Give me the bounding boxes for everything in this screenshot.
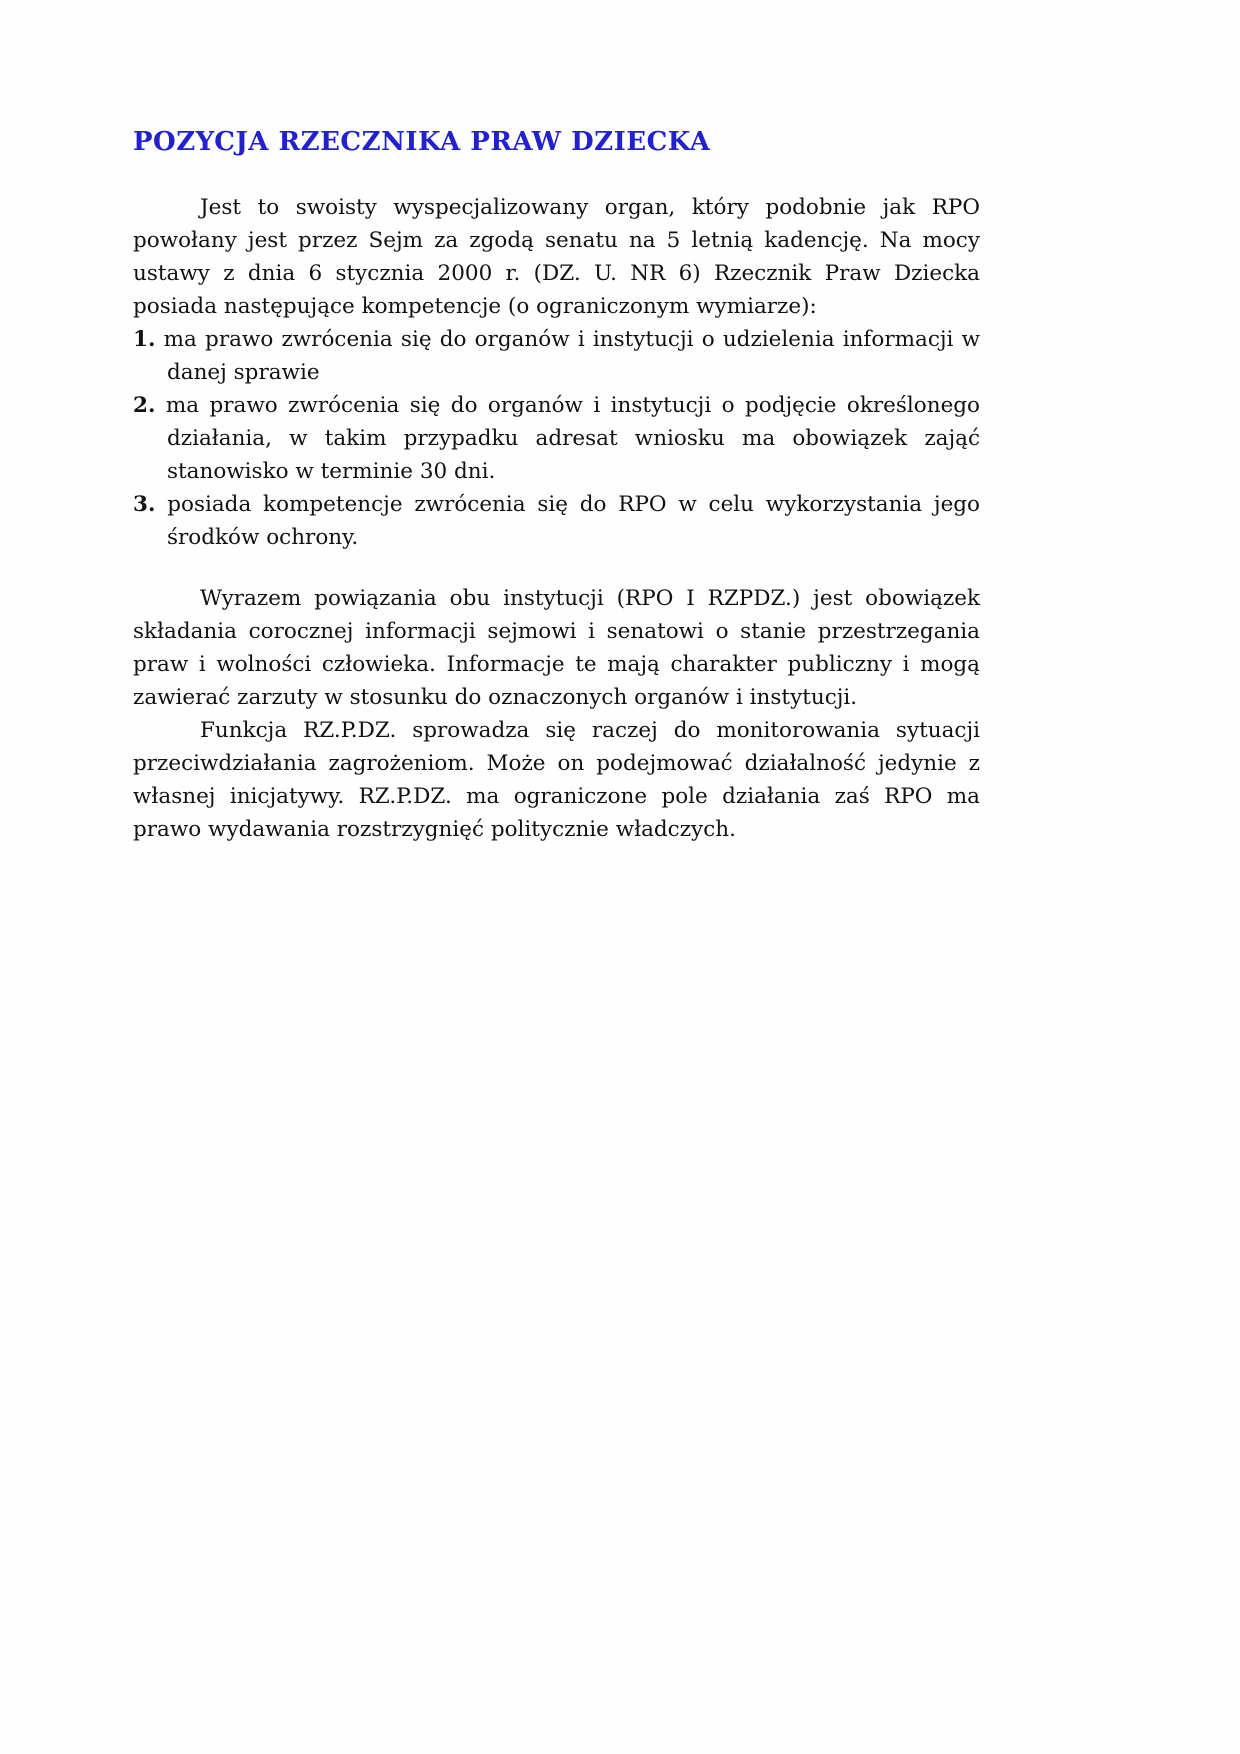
list-item-number: 3.	[133, 491, 156, 517]
document-body	[133, 191, 980, 846]
list-item	[133, 488, 980, 554]
relationship-paragraph: Wyrazem powiązania obu instytucji (RPO I RZPDZ.) jest obowiązek składania corocznej informacji sejmowi i senatowi o stanie przestrzegania praw i wolności człowieka. Informacje te mają charakter publiczny i mogą zawierać zarzuty w stosunku do oznaczonych organów i instytucji.	[133, 585, 980, 710]
intro-paragraph: Jest to swoisty wyspecjalizowany organ, który podobnie jak RPO powołany jest przez Sejm za zgodą senatu na 5 letnią kadencję. Na mocy ustawy z dnia 6 stycznia 2000 r. (DZ. U. NR 6) Rzecznik Praw Dziecka posiada następujące kompetencje (o ograniczonym wymiarze):	[133, 194, 980, 319]
list-item-text: ma prawo zwrócenia się do organów i instytucji o udzielenia informacji w danej sprawie	[163, 326, 980, 385]
function-paragraph: Funkcja RZ.P.DZ. sprowadza się raczej do monitorowania sytuacji przeciwdziałania zagrożeniom. Może on podejmować działalność jedynie z własnej inicjatywy. RZ.P.DZ. ma ograniczone pole działania zaś RPO ma prawo wydawania rozstrzygnięć politycznie władczych.	[133, 717, 980, 842]
list-item	[133, 323, 980, 389]
list-item	[133, 389, 980, 488]
competencies-list	[133, 323, 980, 554]
list-item-text: posiada kompetencje zwrócenia się do RPO w celu wykorzystania jego środków ochrony.	[167, 491, 980, 550]
list-item-number: 2.	[133, 392, 156, 418]
document-title: POZYCJA RZECZNIKA PRAW DZIECKA	[133, 127, 711, 157]
list-item-text: ma prawo zwrócenia się do organów i instytucji o podjęcie określonego działania, w takim przypadku adresat wniosku ma obowiązek zająć stanowisko w terminie 30 dni.	[165, 392, 981, 484]
list-item-number: 1.	[133, 326, 156, 352]
